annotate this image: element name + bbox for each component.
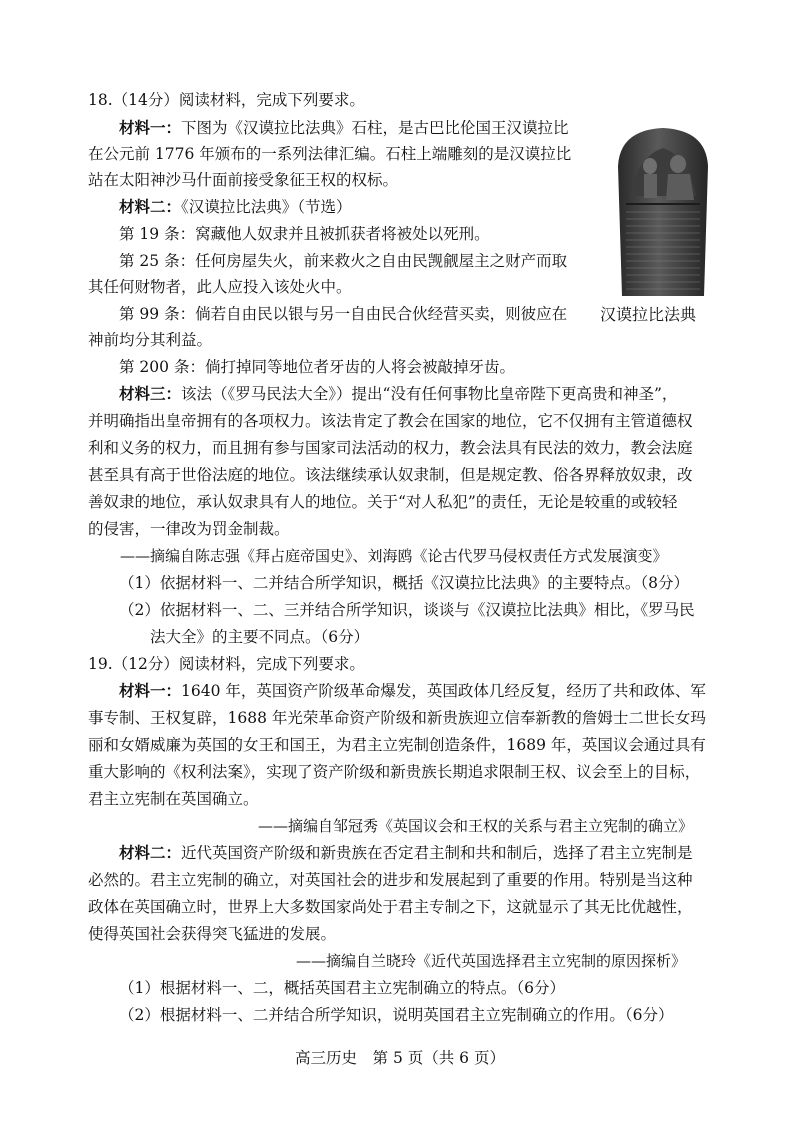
stele-caption: 汉谟拉比法典 xyxy=(600,305,697,324)
q19-material-1-line-1 xyxy=(119,681,706,701)
q18-material-1-text: 下图为《汉谟拉比法典》石柱，是古巴比伦国王汉谟拉比 xyxy=(181,119,569,137)
q18-material-2-heading xyxy=(119,197,352,217)
q18-material-1-line-2: 在公元前 1776 年颁布的一系列法律汇编。石柱上端雕刻的是汉谟拉比 xyxy=(88,145,572,163)
q18-question-2-line-1: （2）依据材料一、二、三并结合所学知识，谈谈与《汉谟拉比法典》相比，《罗马民 xyxy=(119,601,695,619)
q18-article-25-line-2: 其任何财物者，此人应投入该处火中。 xyxy=(88,278,352,296)
q18-material-3-line-3: 利和义务的权力，而且拥有参与国家司法活动的权力，教会法具有民法的效力，教会法庭 xyxy=(88,439,693,457)
q18-material-3-line-2: 并明确指出皇帝拥有的各项权力。该法肯定了教会在国家的地位，它不仅拥有主管道德权 xyxy=(88,412,693,430)
q19-material-2-source: ——摘编自兰晓玲《近代英国选择君主立宪制的原因探析》 xyxy=(296,952,687,970)
q19-material-2-line-4: 使得英国社会获得突飞猛进的发展。 xyxy=(88,925,337,943)
q19-question-1: （1）根据材料一、二，概括英国君主立宪制确立的特点。（6分） xyxy=(119,979,565,997)
q19-material-1-line-2: 事专制、王权复辟，1688 年光荣革命资产阶级和新贵族迎立信奉新教的詹姆士二世长女玛 xyxy=(88,709,706,727)
q19-material-1-text: 1640 年，英国资产阶级革命爆发，英国政体几经反复，经历了共和政体、军 xyxy=(181,682,706,700)
q18-article-19: 第 19 条：窝藏他人奴隶并且被抓获者将被处以死刑。 xyxy=(119,225,490,243)
page-footer: 高三历史 第 5 页（共 6 页） xyxy=(295,1049,505,1067)
hammurabi-stele-image xyxy=(608,126,718,301)
q18-material-3-source: ——摘编自陈志强《拜占庭帝国史》、刘海鸥《论古代罗马侵权责任方式发展演变》 xyxy=(120,547,668,565)
q19-material-2-line-3: 政体在英国确立时，世界上大多数国家尚处于君主专制之下，这就显示了其无比优越性， xyxy=(88,898,693,916)
q19-material-1-line-4: 重大影响的《权利法案》，实现了资产阶级和新贵族长期追求限制王权、议会至上的目标， xyxy=(88,763,701,781)
q18-material-3-label: 材料三： xyxy=(119,385,182,403)
q18-material-1-line-3: 站在太阳神沙马什面前接受象征王权的权标。 xyxy=(88,171,399,189)
q19-material-1-line-5: 君主立宪制在英国确立。 xyxy=(88,790,259,808)
q18-material-1-line-1 xyxy=(119,118,569,138)
q19-material-1-source: ——摘编自邹冠秀《英国议会和王权的关系与君主立宪制的确立》 xyxy=(258,817,694,835)
q19-material-2-line-2: 必然的。君主立宪制的确立，对英国社会的进步和发展起到了重要的作用。特别是当这种 xyxy=(88,871,693,889)
q18-material-3-text: 该法（《罗马民法大全》）提出“没有任何事物比皇帝陛下更高贵和神圣”， xyxy=(181,385,678,403)
q18-article-99-line-2: 神前均分其利益。 xyxy=(88,331,213,349)
q19-header: 19.（12分）阅读材料，完成下列要求。 xyxy=(88,655,365,673)
q19-material-1-label: 材料一： xyxy=(119,682,182,700)
q18-material-1-label: 材料一： xyxy=(119,119,182,137)
q18-material-3-line-5: 善奴隶的地位，承认奴隶具有人的地位。关于“对人私犯”的责任，无论是较重的或较轻 xyxy=(88,493,678,511)
q19-material-2-text: 近代英国资产阶级和新贵族在否定君主制和共和制后，选择了君主立宪制是 xyxy=(181,844,693,862)
q18-material-3-line-1 xyxy=(119,384,677,404)
q19-material-1-line-3: 丽和女婿威廉为英国的女王和国王，为君主立宪制创造条件，1689 年，英国议会通过具有 xyxy=(88,736,706,754)
q18-material-2-label: 材料二： xyxy=(119,198,182,216)
q18-header: 18.（14分）阅读材料，完成下列要求。 xyxy=(88,91,365,109)
q18-article-200: 第 200 条：倘打掉同等地位者牙齿的人将会被敲掉牙齿。 xyxy=(119,358,515,376)
q18-material-3-line-4: 甚至具有高于世俗法庭的地位。该法继续承认奴隶制，但是规定教、俗各界释放奴隶，改 xyxy=(88,466,693,484)
q18-material-2-title: 《汉谟拉比法典》（节选） xyxy=(181,198,352,216)
q18-question-1: （1）依据材料一、二并结合所学知识，概括《汉谟拉比法典》的主要特点。（8分） xyxy=(119,574,689,592)
q18-material-3-line-6: 的侵害，一律改为罚金制裁。 xyxy=(88,520,290,538)
q18-article-25-line-1: 第 25 条：任何房屋失火，前来救火之自由民觊觎屋主之财产而取 xyxy=(119,252,568,270)
q18-article-99-line-1: 第 99 条：倘若自由民以银与另一自由民合伙经营买卖，则彼应在 xyxy=(119,305,568,323)
q19-question-2: （2）根据材料一、二并结合所学知识，说明英国君主立宪制确立的作用。（6分） xyxy=(119,1006,674,1024)
q18-question-2-line-2: 法大全》的主要不同点。（6分） xyxy=(150,628,370,646)
q19-material-2-line-1 xyxy=(119,843,693,863)
q19-material-2-label: 材料二： xyxy=(119,844,182,862)
